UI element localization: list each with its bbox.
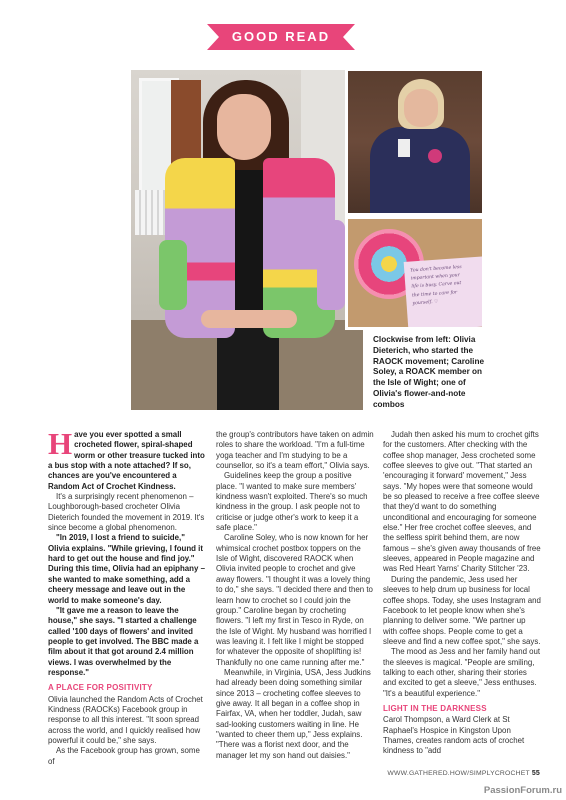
article-column-1 (48, 426, 206, 767)
note-line: life is busy. Carve out (411, 281, 462, 290)
paragraph: Guidelines keep the group a positive place. "I wanted to make sure members' kindness wasn't exploited. There's so much kindness in the group. I ask people not to criticise or judge other's work to keep it a safe place." (216, 471, 368, 533)
banner-label: GOOD READ (231, 29, 331, 44)
paragraph: During the pandemic, Jess used her sleeves to help drum up business for local coffee shops. Today, she uses Instagram and Facebook to let people know when she's planning to deliver some. "We partner up with coffee shops. People come to get a sleeve and find a new coffee spot," she says. (383, 574, 541, 646)
cardigan-right-sleeve (317, 220, 345, 310)
photo-flower-note (345, 216, 485, 330)
page-number: 55 (531, 770, 540, 777)
drop-cap: H (48, 426, 73, 461)
photo-hands (201, 310, 297, 328)
paragraph: As the Facebook group has grown, some of (48, 746, 200, 766)
photo-caroline (345, 68, 485, 216)
paragraph: It's a surprisingly recent phenomenon – Loughborough-based crocheter Olivia Dieterich founded the movement in 2019. It's since become a global phenomenon. (48, 492, 205, 533)
subheading: LIGHT IN THE DARKNESS (383, 703, 487, 713)
photo-caroline-face (404, 89, 438, 127)
photo-face (217, 94, 271, 160)
paragraph: Caroline Soley, who is now known for her whimsical crochet postbox toppers on the Isle of Wight, discovered RAOCK when Olivia invited people to crochet and give away flowers. "I thought it was a lovely thing to do," she says. "I decided there and then to learn how to crochet so I could join the group." Caroline began by crocheting flowers. "I left my first in Tesco in Ryde, on the Isle of Wight. My husband was horrified I was leaving it. I felt like I might be stopped for whatever the opposite of shoplifting is! Thankfully no one came running after me." (216, 533, 373, 667)
intro-paragraph: Have you ever spotted a small crocheted flower, spiral-shaped worm or other treasure tucked into a bus stop with a note attached? If so, chances are you've encountered a Random Act of Crochet Kindness. (48, 426, 205, 491)
paragraph: Meanwhile, in Virginia, USA, Jess Judkins had already been doing something similar since 2013 – crocheting coffee sleeves to give away. It all began in a coffee shop in Fairfax, VA, when her toddler, Judah, saw sad-looking customers waiting in line. He "wanted to cheer them up," Jess explains. "There was a florist next door, and the manager let my son hand out daisies." (216, 667, 371, 760)
paragraph: Judah then asked his mum to crochet gifts for the customers. After checking with the coffee shop manager, Jess crocheted some coffee sleeves to give out. "That started an 'encouraging it forward' movement," Jess says. "My hopes were that someone would be so pleased to receive a free coffee sleeve that they'd want to do something unconditional and encouraging for someone else." Her free crochet coffee sleeves, and the selfless spirit behind them, are now famous – she's given away thousands of free sleeves, appeared in People magazine and was Red Heart Yarns' Charity Stitcher '23. (383, 430, 541, 574)
cardigan-left-sleeve (159, 240, 187, 310)
note-line: important when your (410, 273, 461, 282)
watermark: PassionForum.ru (483, 785, 562, 796)
paragraph: Olivia launched the Random Acts of Crochet Kindness (RAOCKs) Facebook group in response to all this interest. "It soon spread across the world, and I quickly realised how powerful it could be," she says. (48, 694, 203, 745)
paragraph: the group's contributors have taken on admin roles to share the workload. "I'm a full-time yoga teacher and I'm studying to be a counsellor, so it's a team effort," Olivia says. (216, 430, 374, 471)
page-footer (380, 770, 540, 777)
photo-caroline-jumper (370, 127, 470, 216)
main-photo-olivia (131, 70, 363, 410)
article-column-2 (216, 430, 374, 761)
note-line: the time to care for (411, 289, 458, 299)
paragraph: Carol Thompson, a Ward Clerk at St Raphael's Hospice in Kingston Upon Thames, creates random acts of crochet kindness to "add (383, 715, 525, 756)
good-read-banner (207, 24, 355, 50)
photo-caption: Clockwise from left: Olivia Dieterich, who started the RAOCK movement; Caroline Soley, a ROACK member on the Isle of Wight; one of Olivia's flower-and-note combos (373, 335, 485, 409)
subheading: A PLACE FOR POSITIVITY (48, 683, 153, 693)
paragraph: The mood as Jess and her family hand out the sleeves is magical. "People are smiling, talking to each other, sharing their stories and excited to get a sleeve," Jess enthuses. "It's a beautiful experience." (383, 647, 541, 698)
note-line: You don't become less (410, 264, 462, 274)
paragraph: "In 2019, I lost a friend to suicide," Olivia explains. "While grieving, I found it hard to get out the house and find joy." During this time, Olivia had an epiphany – she wanted to make something, add a cheery message and leave out in the world to make someone's day. (48, 533, 205, 605)
photo-caroline-tag (398, 139, 410, 157)
handwritten-note (404, 256, 485, 330)
photo-caroline-flower (428, 149, 442, 163)
note-line: yourself. ♡ (412, 299, 439, 307)
banner-notch-right (343, 24, 355, 50)
paragraph: "It gave me a reason to leave the house," she says. "I started a challenge called '100 days of flowers' and invited people to get involved. The BBC made a film about it that got around 2.4 million views. I was overwhelmed by the response." (48, 605, 199, 677)
footer-url: WWW.GATHERED.HOW/SIMPLYCROCHET (387, 770, 530, 777)
banner-notch-left (207, 24, 219, 50)
article-column-3 (383, 430, 541, 757)
